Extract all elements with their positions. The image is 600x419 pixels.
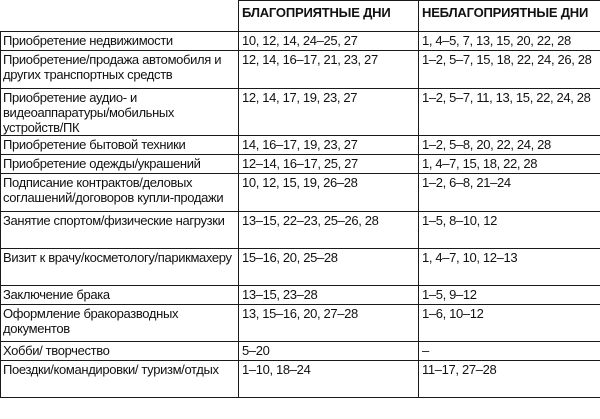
favorable-days-cell: 1–10, 18–24 bbox=[239, 361, 419, 398]
table-row bbox=[1, 361, 600, 398]
activity-cell: Приобретение недвижимости bbox=[1, 32, 239, 51]
favorable-days-cell: 5–20 bbox=[239, 342, 419, 361]
header-favorable-days: БЛАГОПРИЯТНЫЕ ДНИ bbox=[239, 1, 419, 32]
activity-cell: Занятие спортом/физические нагрузки bbox=[1, 212, 239, 249]
table-row bbox=[1, 342, 600, 361]
activity-cell: Визит к врачу/косметологу/парикмахеру bbox=[1, 249, 239, 286]
unfavorable-days-cell: 1, 4–5, 7, 13, 15, 20, 22, 28 bbox=[419, 32, 600, 51]
unfavorable-days-cell: 11–17, 27–28 bbox=[419, 361, 600, 398]
favorable-days-cell: 10, 12, 15, 19, 26–28 bbox=[239, 174, 419, 212]
header-row bbox=[1, 1, 600, 32]
unfavorable-days-cell: 1–6, 10–12 bbox=[419, 305, 600, 342]
favorable-days-cell: 12, 14, 16–17, 21, 23, 27 bbox=[239, 51, 419, 89]
table-row bbox=[1, 155, 600, 174]
unfavorable-days-cell: 1–5, 9–12 bbox=[419, 286, 600, 305]
favorable-days-cell: 15–16, 20, 25–28 bbox=[239, 249, 419, 286]
unfavorable-days-cell: 1–2, 5–8, 20, 22, 24, 28 bbox=[419, 136, 600, 155]
table-row bbox=[1, 212, 600, 249]
table-row bbox=[1, 51, 600, 89]
activity-cell: Подписание контрактов/деловых соглашений/договоров купли-продажи bbox=[1, 174, 239, 212]
unfavorable-days-cell: 1–5, 8–10, 12 bbox=[419, 212, 600, 249]
table-row bbox=[1, 174, 600, 212]
unfavorable-days-cell: 1–2, 5–7, 15, 18, 22, 24, 26, 28 bbox=[419, 51, 600, 89]
unfavorable-days-cell: 1, 4–7, 15, 18, 22, 28 bbox=[419, 155, 600, 174]
activity-cell: Приобретение/продажа автомобиля и других транспортных средств bbox=[1, 51, 239, 89]
favorable-days-cell: 10, 12, 14, 24–25, 27 bbox=[239, 32, 419, 51]
table-row bbox=[1, 286, 600, 305]
favorable-days-cell: 12–14, 16–17, 25, 27 bbox=[239, 155, 419, 174]
activity-cell: Приобретение одежды/украшений bbox=[1, 155, 239, 174]
favorable-days-cell: 13–15, 22–23, 25–26, 28 bbox=[239, 212, 419, 249]
unfavorable-days-cell: 1–2, 5–7, 11, 13, 15, 22, 24, 28 bbox=[419, 89, 600, 136]
header-unfavorable-days: НЕБЛАГОПРИЯТНЫЕ ДНИ bbox=[419, 1, 600, 32]
activity-cell: Заключение брака bbox=[1, 286, 239, 305]
unfavorable-days-cell: – bbox=[419, 342, 600, 361]
favorable-days-cell: 13, 15–16, 20, 27–28 bbox=[239, 305, 419, 342]
favorable-days-cell: 14, 16–17, 19, 23, 27 bbox=[239, 136, 419, 155]
table-row bbox=[1, 89, 600, 136]
activity-cell: Приобретение бытовой техники bbox=[1, 136, 239, 155]
favorable-days-cell: 13–15, 23–28 bbox=[239, 286, 419, 305]
table-row bbox=[1, 305, 600, 342]
table-body bbox=[1, 32, 600, 398]
activity-cell: Поездки/командировки/ туризм/отдых bbox=[1, 361, 239, 398]
header-activity bbox=[1, 1, 239, 32]
table-row bbox=[1, 32, 600, 51]
activity-cell: Хобби/ творчество bbox=[1, 342, 239, 361]
table-row bbox=[1, 136, 600, 155]
activity-cell: Приобретение аудио- и видеоаппаратуры/мобильных устройств/ПК bbox=[1, 89, 239, 136]
table-row bbox=[1, 249, 600, 286]
favorable-days-cell: 12, 14, 17, 19, 23, 27 bbox=[239, 89, 419, 136]
unfavorable-days-cell: 1–2, 6–8, 21–24 bbox=[419, 174, 600, 212]
activity-cell: Оформление бракоразводных документов bbox=[1, 305, 239, 342]
unfavorable-days-cell: 1, 4–7, 10, 12–13 bbox=[419, 249, 600, 286]
